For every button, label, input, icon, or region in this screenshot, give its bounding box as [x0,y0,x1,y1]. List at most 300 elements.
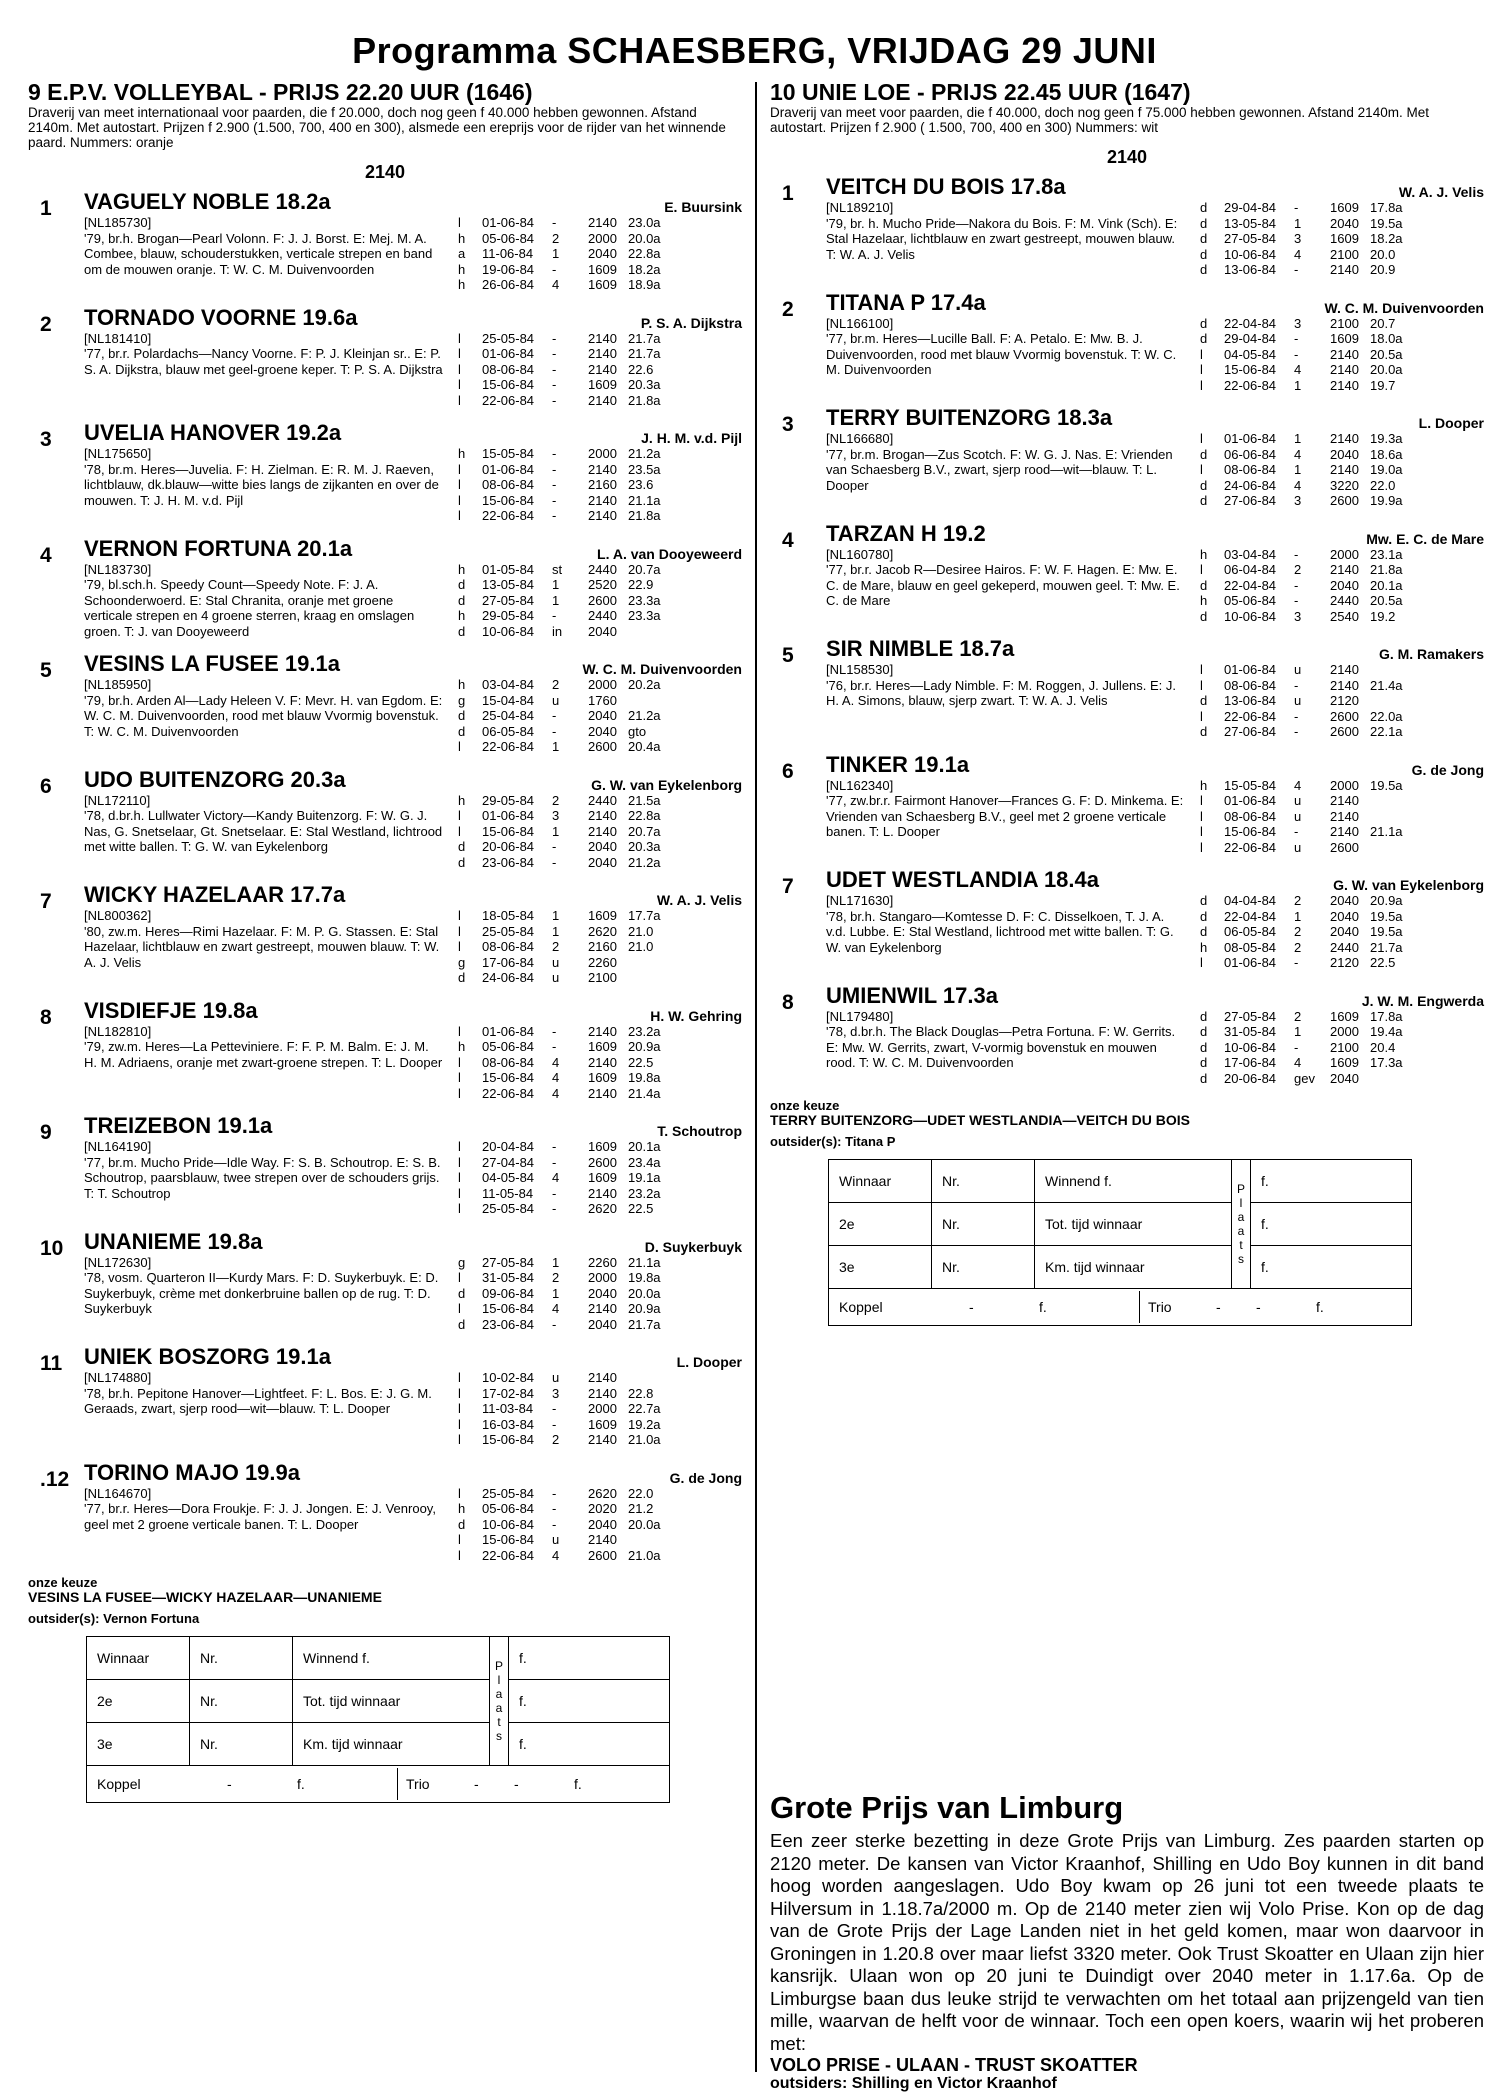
form-date: 27-05-84 [1224,231,1277,246]
form-distance: 1609 [588,377,617,392]
form-date: 17-06-84 [482,954,535,970]
form-date: 22-06-84 [1224,839,1277,855]
form-distance: 2440 [588,792,617,808]
form-track: d [1200,1070,1208,1086]
form-time: 20.0a [628,230,661,246]
ticket-cell: 2e [87,1680,190,1723]
form-date: 22-06-84 [482,392,535,408]
form-time: 22.8a [628,246,661,261]
form-track: d [458,1516,466,1532]
form-track: d [458,1285,466,1301]
form-time: 21.1a [628,492,661,508]
horse-registration: [NL164190] [84,1139,152,1154]
form-row [1200,693,1484,709]
form-date: 15-06-84 [482,377,535,392]
horse-name: TINKER 19.1a [826,751,970,777]
form-date: 06-04-84 [1224,562,1277,577]
form-track: h [458,1501,466,1516]
horse-body [84,998,742,1102]
form-date: 23-06-84 [482,1316,535,1332]
form-row [458,1532,742,1548]
ticket-cell: Nr. [932,1160,1035,1203]
form-row [1200,909,1484,925]
form-row [458,608,742,624]
horse-entry [770,752,1484,856]
form-track: l [1200,955,1203,970]
ticket-cell: Tot. tijd winnaar [293,1680,490,1723]
koppel-dash: - [227,1776,232,1792]
our-choice [770,1098,1484,1128]
form-place: 4 [552,1547,560,1563]
form-time: 18.6a [1370,446,1403,462]
form-date: 01-05-84 [482,561,535,577]
form-place: - [552,1023,557,1039]
form-time: 20.1a [628,1139,661,1154]
form-distance: 2020 [588,1501,617,1516]
form-time: 21.8a [1370,562,1403,577]
form-time: 22.0a [1370,708,1403,724]
horse-form [458,793,742,871]
horse-registration: [NL171630] [826,893,894,908]
horse-driver: G. W. van Eykelenborg [1333,877,1484,893]
form-row [458,446,742,462]
form-place: st [552,561,563,577]
form-row [458,624,742,640]
betting-ticket [828,1159,1412,1326]
ticket-amount-field[interactable]: f. [1251,1160,1412,1203]
ticket-row [87,1637,670,1680]
form-track: d [1200,446,1208,462]
form-row [1200,462,1484,478]
horse-pedigree: '78, vosm. Quarteron II—Kurdy Mars. F: D. Suykerbuyk. E: D. Suykerbuyk, crème met donkerbruine ballen op de rug. T: D. Suykerbuyk [84,1270,439,1316]
horse-header [826,983,1484,1009]
horse-number: 4 [40,543,52,567]
form-place: 3 [1294,608,1302,624]
form-track: l [1200,793,1203,808]
form-distance: 2140 [588,461,617,477]
trio-amount-field[interactable]: f. [1316,1299,1324,1315]
form-row [1200,478,1484,494]
form-distance: 1609 [588,261,617,277]
form-track: d [1200,893,1208,908]
form-date: 15-04-84 [482,692,535,708]
form-time: 17.8a [1370,200,1403,215]
betting-ticket [86,1636,670,1803]
horse-form [458,1370,742,1448]
form-place: 1 [552,1254,560,1270]
form-row [1200,778,1484,794]
koppel-amount-field[interactable]: f. [297,1776,305,1792]
horse-driver: G. M. Ramakers [1378,646,1484,662]
form-distance: 2040 [588,1316,617,1332]
form-date: 08-06-84 [482,361,535,377]
form-track: d [458,623,466,639]
form-time [628,624,682,640]
form-date: 09-06-84 [482,1285,535,1301]
form-row [458,1386,742,1402]
form-track: d [1200,331,1208,346]
form-distance: 2140 [1330,662,1359,677]
form-time: 19.8a [628,1270,661,1285]
horse-pedigree: '78, br.h. Pepitone Hanover—Lightfeet. F: L. Bos. E: J. G. M. Geraads, zwart, sjerp rood—wit—blauw. T: L. Dooper [84,1385,432,1416]
form-row [1200,447,1484,463]
horse-driver: G. W. van Eykelenborg [591,776,742,793]
horse-registration: [NL174880] [84,1370,152,1385]
horse-header [84,189,742,215]
horse-description [826,1009,1186,1087]
horse-entry [770,174,1484,278]
horse-form [458,331,742,409]
horse-entry [28,1344,742,1448]
form-track: d [1200,1039,1208,1055]
horse-number: 11 [40,1352,63,1375]
horse-driver: G. de Jong [1411,761,1484,778]
form-track: d [458,592,466,608]
form-date: 27-06-84 [1224,724,1277,739]
horse-name: TERRY BUITENZORG 18.3a [826,405,1113,430]
form-time: 22.7a [628,1401,661,1416]
form-date: 01-06-84 [482,215,535,230]
form-place: - [552,1516,557,1532]
form-distance: 2140 [1330,793,1359,808]
horse-header [826,174,1484,200]
form-distance: 2140 [588,361,617,377]
form-track: l [1200,362,1203,377]
horse-driver: W. A. J. Velis [1398,184,1484,200]
form-date: 01-06-84 [1224,662,1277,677]
form-row [1200,709,1484,725]
form-track: l [458,1139,461,1154]
form-place: 4 [1294,777,1302,793]
form-date: 15-05-84 [1224,777,1277,793]
form-distance: 2600 [1330,839,1359,855]
form-track: d [1200,315,1208,331]
form-date: 10-06-84 [482,623,535,639]
horse-header [84,1344,742,1370]
form-place: - [552,392,557,408]
form-place: 2 [552,1270,560,1285]
form-track: d [1200,608,1208,624]
horse-name: UNANIEME 19.8a [84,1228,263,1254]
form-time: 21.8a [628,392,661,408]
form-row [458,362,742,378]
horse-registration: [NL182810] [84,1023,152,1039]
horse-entry [28,767,742,871]
horse-name: SIR NIMBLE 18.7a [826,636,1015,661]
form-time: 20.9 [1370,262,1396,277]
form-distance: 2040 [1330,1070,1359,1086]
form-date: 13-05-84 [482,577,535,592]
ticket-row [87,1766,670,1803]
form-place: 1 [552,908,560,923]
form-place: - [552,708,557,723]
form-track: d [1200,246,1208,262]
form-track: d [458,723,466,739]
form-distance: 3220 [1330,477,1359,493]
form-place: 2 [552,677,560,692]
form-date: 10-06-84 [1224,608,1277,624]
horse-details [84,562,742,640]
koppel-amount-field[interactable]: f. [1039,1299,1047,1315]
form-time: 20.9a [1370,893,1403,908]
ticket-cell: Winnaar [87,1637,190,1680]
form-place: 4 [1294,362,1302,377]
horse-number: 3 [40,428,52,451]
form-date: 06-05-84 [482,723,535,739]
form-row [458,1301,742,1317]
horse-pedigree: '77, br.m. Mucho Pride—Idle Way. F: S. B. Schoutrop. E: S. B. Schoutrop, paarsblauw, twee strepen over de schouders grijs. T: T. Schoutrop [84,1154,441,1201]
form-row [1200,1009,1484,1025]
form-row [458,955,742,971]
form-distance: 1609 [1330,1008,1359,1024]
form-track: d [458,854,466,870]
horse-pedigree: '79, br.h. Brogan—Pearl Volonn. F: J. J. Borst. E: Mej. M. A. Combee, blauw, schouderstukken, verticale strepen en band om de mouwen oranje. T: W. C. M. Duivenvoorden [84,230,433,277]
form-distance: 1609 [588,1139,617,1154]
form-distance: 2120 [1330,955,1359,970]
form-row [458,215,742,231]
form-date: 17-06-84 [1224,1055,1277,1070]
form-time: 20.7a [628,561,661,577]
trio-dash: - [1256,1299,1261,1315]
horse-form [458,1255,742,1333]
form-row [458,1139,742,1155]
form-place: gev [1294,1070,1315,1086]
form-track: d [458,577,466,592]
ticket-amount-field[interactable]: f. [1251,1246,1412,1289]
form-row [1200,347,1484,363]
form-track: l [458,1401,461,1416]
horse-entry [770,405,1484,509]
form-time: 19.9a [1370,493,1403,508]
horse-header [84,998,742,1024]
form-time: 21.2a [628,708,661,723]
form-place: 3 [1294,315,1302,331]
form-row [1200,678,1484,694]
ticket-row [829,1289,1412,1326]
form-distance: 2260 [588,1254,617,1270]
horse-details [84,1486,742,1564]
form-place: u [1294,793,1302,808]
form-distance: 2600 [588,1154,617,1170]
form-distance: 2140 [1330,677,1359,693]
trio-dash: - [514,1776,519,1792]
form-place: - [552,446,557,461]
form-date: 25-05-84 [482,1485,535,1501]
form-track: l [458,1547,461,1563]
form-date: 29-04-84 [1224,331,1277,346]
ticket-cell: 2e [829,1203,932,1246]
form-track: l [1200,839,1203,855]
form-row [458,231,742,247]
form-track: l [458,1170,461,1185]
form-row [458,693,742,709]
form-place: u [1294,693,1302,708]
horse-registration: [NL166100] [826,315,894,331]
horse-pedigree: '76, br.r. Heres—Lady Nimble. F: M. Roggen, J. Jullens. E: J. H. A. Simons, blauw, sjerp zwart. T: W. A. J. Velis [826,677,1177,708]
form-place: 1 [552,823,560,839]
form-date: 13-06-84 [1224,262,1277,277]
form-track: l [458,1201,461,1216]
form-row [458,393,742,409]
race-distance: 2140 [364,162,406,182]
ticket-amount-field[interactable]: f. [1251,1203,1412,1246]
form-date: 27-05-84 [482,592,535,608]
form-date: 05-06-84 [482,1039,535,1054]
horse-pedigree: '77, br.m. Heres—Lucille Ball. F: A. Petalo. E: Mw. B. J. Duivenvoorden, rood met blauw Vvormig bovenstuk. T: W. C. M. Duivenvoorden [826,331,1177,377]
form-row [458,908,742,924]
form-distance: 1609 [588,1416,617,1432]
horse-number: 5 [782,644,794,667]
ticket-row [829,1160,1412,1203]
form-track: g [458,1254,466,1270]
horse-body [84,420,742,524]
form-distance: 2000 [588,446,617,461]
form-date: 06-05-84 [1224,924,1277,939]
form-place: - [552,361,557,377]
form-row [458,1401,742,1417]
form-date: 15-06-84 [482,823,535,839]
form-row [458,462,742,478]
horse-details [84,677,742,755]
form-time: 19.8a [628,1070,661,1085]
form-date: 08-06-84 [482,939,535,954]
trio-label: Trio [397,1768,474,1800]
horse-form [1200,547,1484,625]
horse-entry [28,1229,742,1333]
form-distance: 1609 [588,277,617,292]
horse-body [84,189,742,293]
ticket-amount-field[interactable]: f. [509,1723,670,1766]
form-row [1200,216,1484,232]
form-time: 21.2a [628,446,661,461]
form-place: 3 [1294,493,1302,508]
form-place: - [552,854,557,870]
form-time: 22.0 [1370,477,1396,493]
form-date: 01-06-84 [482,1023,535,1039]
form-row [1200,316,1484,332]
form-row [1200,562,1484,578]
horse-details [826,778,1484,856]
form-row [458,1417,742,1433]
form-date: 05-06-84 [482,230,535,246]
form-place: - [552,1039,557,1054]
form-track: l [458,461,461,477]
form-row [1200,1040,1484,1056]
form-time: 20.5a [1370,593,1403,608]
trio-amount-field[interactable]: f. [574,1776,582,1792]
form-distance: 2600 [1330,708,1359,724]
form-track: d [1200,577,1208,593]
horse-form [1200,431,1484,509]
horse-registration: [NL158530] [826,662,894,677]
form-place: 3 [552,1385,560,1401]
horse-body [826,752,1484,856]
form-row [1200,331,1484,347]
horse-entry [770,521,1484,625]
form-distance: 2140 [1330,362,1359,377]
form-track: d [458,839,466,854]
horse-pedigree: '80, zw.m. Heres—Rimi Hazelaar. F: M. P. G. Stassen. E: Stal Hazelaar, lichtblauw en zwart gestreept, mouwen blauw. T: W. A. J. Velis [84,923,440,970]
form-date: 13-05-84 [1224,215,1277,231]
horse-header [84,1113,742,1139]
form-time [628,693,682,709]
form-date: 25-05-84 [482,1201,535,1216]
form-date: 16-03-84 [482,1416,535,1432]
ticket-cell: Nr. [190,1680,293,1723]
form-place: 1 [552,592,560,608]
horse-pedigree: '78, br.h. Stangaro—Komtesse D. F: C. Disselkoen, T. J. A. v.d. Lubbe. E: Stal Westland, lichtrood met witte ballen. T: G. W. van Eykelenborg [826,908,1174,955]
horse-details [84,1255,742,1333]
horse-body [826,983,1484,1087]
form-track: l [1200,808,1203,824]
form-date: 20-06-84 [1224,1070,1277,1086]
horse-entry [28,1113,742,1217]
horse-header [84,651,742,677]
horse-body [84,536,742,640]
form-track: l [1200,462,1203,477]
form-track: d [1200,493,1208,508]
form-row [1200,724,1484,740]
form-time: 20.5a [1370,346,1403,362]
form-time: 17.3a [1370,1055,1403,1070]
horse-details [826,547,1484,625]
race-10-column [770,80,1484,1326]
form-time: 19.5a [1370,215,1403,231]
horse-registration: [NL166680] [826,431,894,446]
form-time [628,970,682,986]
form-place: - [552,1139,557,1154]
form-distance: 2140 [588,1023,617,1039]
horse-name: TORINO MAJO 19.9a [84,1459,300,1485]
horse-entry [770,867,1484,971]
form-track: h [458,677,466,692]
form-date: 04-04-84 [1224,893,1277,908]
form-distance: 2140 [588,1432,617,1447]
form-distance: 2100 [1330,246,1359,262]
horse-description [84,793,444,871]
horse-number: 8 [40,1005,52,1029]
form-place: 4 [552,277,560,292]
horse-form [458,1486,742,1564]
horse-name: UNIEK BOSZORG 19.1a [84,1344,331,1369]
horse-name: VESINS LA FUSEE 19.1a [84,651,340,676]
form-place: 4 [552,1070,560,1085]
ticket-amount-field[interactable]: f. [509,1637,670,1680]
horse-description [826,893,1186,971]
form-track: d [1200,200,1208,215]
ticket-amount-field[interactable]: f. [509,1680,670,1723]
horse-description [84,677,444,755]
form-time: 23.4a [628,1154,661,1170]
form-distance: 2040 [588,246,617,261]
form-time: 22.8 [628,1385,654,1401]
horse-details [826,200,1484,278]
horse-driver: D. Suykerbuyk [644,1238,742,1255]
form-distance: 2140 [588,1385,617,1401]
form-time: 17.8a [1370,1008,1403,1024]
form-place: - [1294,1039,1299,1055]
horse-description [84,562,444,640]
form-place: u [1294,808,1302,824]
horse-details [84,1024,742,1102]
form-track: l [458,477,461,492]
form-place: - [552,608,557,623]
form-time: 20.3a [628,839,661,854]
form-place: 4 [552,1170,560,1185]
form-track: d [458,708,466,723]
form-distance: 2000 [1330,1024,1359,1039]
form-time: 21.2a [628,854,661,870]
